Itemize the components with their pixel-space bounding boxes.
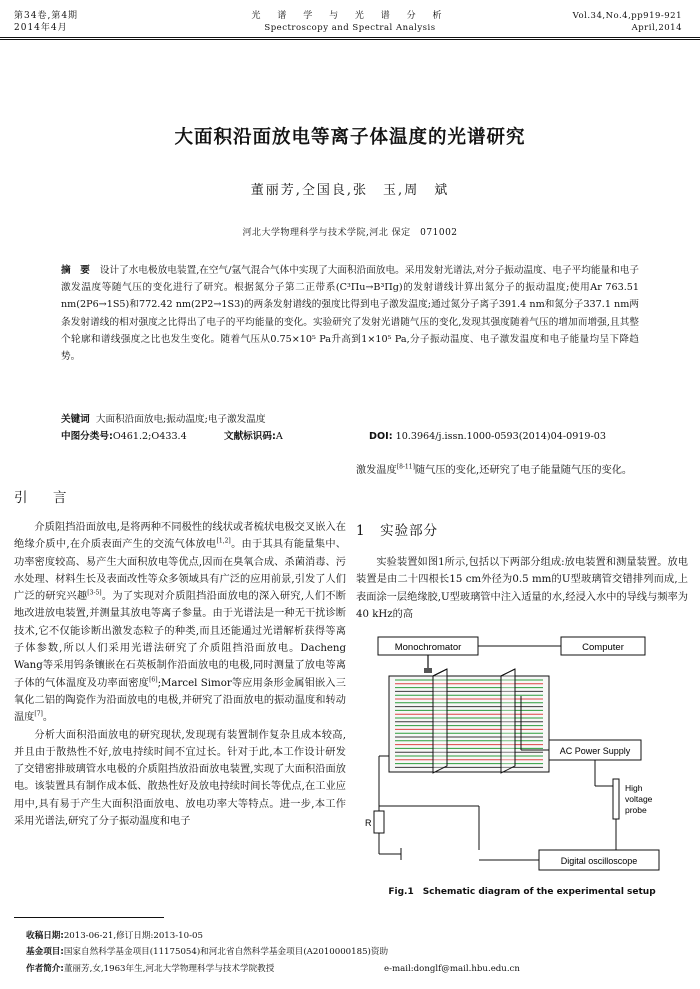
ac-power-label: AC Power Supply — [559, 746, 631, 756]
fiber-head — [424, 668, 432, 673]
footnote-author — [26, 962, 686, 976]
header-journal-cn: 光 谱 学 与 光 谱 分 析 — [251, 11, 449, 21]
ref-1-2: [1,2] — [216, 537, 231, 545]
section-1-paragraph-1: 实验装置如图1所示,包括以下两部分组成:放电装置和测量装置。放电装置是由二十四根长15 cm外径为0.5 mm的U型玻璃管交错排列而成,上表面涂一层绝缘胶,U型玻璃管中注入适量的水,经浸入水中的导线与频率为40 kHz的高 — [356, 557, 688, 620]
header-volume-pages-en: Vol.34,No.4,pp919-921 — [572, 11, 682, 21]
figure-1-caption: Fig.1 Schematic diagram of the experimental setup — [388, 887, 656, 897]
dielectric-plate — [389, 676, 549, 772]
received-label: 收稿日期: — [26, 931, 64, 941]
abstract-text: 设计了水电极放电装置,在空气/氩气混合气体中实现了大面积沿面放电。采用发射光谱法,对分子振动温度、电子平均能量和电子激发温度等随气压的变化进行了研究。根据氮分子第二正带系(C³Πu→B³Πg)的发射谱线计算出氮分子的振动温度;使用Ar 763.51 nm(2P6→1S5)和772.42 nm(2P2→1S3)的两条发射谱线的强度比得到电子激发温度;通过氮分子离子391.4 nm和氮分子337.1 nm两条发射谱线的相对强度之比得出了电子的平均能量的变化。实验研究了发射光谱随气压的变化,发现其强度随着气压的增加而增强,且其整个轮廓和谱线强度之比也发生变化。随着气压从0.75×10⁵ Pa升高到1×10⁵ Pa,分子振动温度、电子激发温度和电子能量均呈下降趋势。 — [61, 265, 640, 363]
header-volume-cn — [14, 10, 78, 34]
header-journal-en: Spectroscopy and Spectral Analysis — [264, 23, 436, 33]
doc-label: 文献标识码: — [224, 431, 276, 442]
footnote-rule — [14, 917, 164, 918]
oscilloscope-label: Digital oscilloscope — [560, 856, 638, 866]
header-journal — [200, 10, 500, 34]
cls-value: O461.2;O433.4 — [112, 431, 187, 442]
high-voltage-probe — [613, 779, 619, 819]
left-water-electrode — [433, 669, 447, 773]
doc-value: A — [275, 431, 283, 442]
fund-label: 基金项目: — [26, 947, 64, 957]
paper-title: 大面积沿面放电等离子体温度的光谱研究 — [174, 127, 526, 148]
header-rule — [0, 37, 700, 38]
header-date-en: April,2014 — [631, 23, 682, 33]
ref-8-11: [8-11] — [396, 463, 415, 471]
cont-part-a: 激发温度 — [356, 465, 397, 476]
doi — [369, 428, 606, 445]
ref-7: [7] — [34, 710, 43, 718]
cont-part-b: 随气压的变化,还研究了电子能量随气压的变化。 — [414, 465, 633, 476]
doc-code — [224, 428, 283, 445]
section-1-body — [356, 554, 688, 623]
probe-label-2: voltage — [625, 794, 653, 804]
intro-p1-part-d: ;Marcel Simor等应用条形金属钼嵌入三氧化二铝的陶瓷作为沿面放电的电极,并研究了沿面放电的振动温度和转动温度 — [14, 677, 346, 724]
right-water-electrode — [501, 669, 515, 773]
intro-body — [14, 519, 346, 830]
abstract — [61, 262, 639, 365]
author-value: 董丽芳,女,1963年生,河北大学物理科学与技术学院教授 — [63, 964, 275, 974]
ref-6: [6] — [149, 676, 158, 684]
intro-p1-part-b: 。由于其具有能量集中、功率密度较高、易产生大面积放电等优点,因而在臭氧合成、杀菌消毒、污水处理、材料生长及表面改性等众多领域具有广泛的应用前景,引发了人们广泛的研究兴趣 — [14, 539, 346, 603]
computer-label: Computer — [582, 642, 624, 653]
author-label: 作者简介: — [26, 964, 64, 974]
header-date-cn: 2014年4月 — [14, 23, 68, 33]
discharge-device — [389, 669, 549, 773]
fund-value: 国家自然科学基金项目(11175054)和河北省自然科学基金项目(A2010000185)资助 — [63, 947, 389, 957]
resistor — [374, 811, 384, 833]
doi-label: DOI: — [369, 431, 393, 442]
footnote-received — [26, 929, 686, 943]
footnote-fund — [26, 945, 686, 959]
monochromator-label: Monochromator — [394, 642, 462, 653]
author-email: e-mail:donglf@mail.hbu.edu.cn — [384, 964, 520, 974]
intro-heading: 引 言 — [14, 490, 73, 506]
doi-value: 10.3964/j.issn.1000-0593(2014)04-0919-03 — [395, 431, 606, 442]
paper-affiliation: 河北大学物理科学与技术学院,河北 保定 071002 — [242, 228, 458, 238]
section-1-heading: 1 实验部分 — [356, 523, 439, 539]
probe-label-3: probe — [625, 805, 647, 815]
intro-paragraph-2: 分析大面积沿面放电的研究现状,发现现有装置制作复杂且成本较高,并且由于散热性不好,放电持续时间不宜过长。针对于此,本工作设计研发了交错密排玻璃管水电极的介质阻挡放沿面放电装置,实现了大面积沿面放电。该装置具有制作成本低、散热性好及放电持续时间长等优点,在工业应用中,具有易于产生大面积沿面放电、放电功率大等特点。进一步,本工作采用光谱法,研究了分子振动温度和电子 — [14, 729, 346, 828]
abstract-label: 摘 要 — [61, 265, 90, 276]
classification-line — [61, 428, 661, 445]
paper-authors: 董丽芳,仝国良,张 玉,周 斌 — [250, 183, 450, 198]
probe-label-1: High — [625, 783, 643, 793]
right-col-continuation — [356, 462, 688, 479]
ref-3-5: [3-5] — [87, 589, 102, 597]
figure-1-schematic — [361, 636, 685, 872]
resistor-label: R — [365, 818, 372, 828]
intro-p1-part-c: 。为了实现对介质阻挡沿面放电的深入研究,人们不断地改进放电装置,并测量其放电等离子参量。由于光谱法是一种无干扰诊断技术,它不仅能诊断出激发态粒子的种类,而且还能通过光谱解析获得等离子体参数,所以人们采用光谱法研究了介质阻挡沿面放电。Dacheng Wang等采用钨条镶嵌在石英板制作沿面放电的电极,同时测量了放电等离子体的气体温度及功率面密度 — [14, 591, 346, 689]
received-value: 2013-06-21,修订日期:2013-10-05 — [63, 931, 203, 941]
keywords — [61, 411, 661, 428]
keywords-label: 关键词 — [61, 414, 90, 425]
header-volume-issue-cn: 第34卷,第4期 — [14, 11, 79, 21]
header-rule-thin — [0, 39, 700, 40]
intro-p1-part-a: 介质阻挡沿面放电,是将两种不同极性的线状或者梳状电极交叉嵌入在绝缘介质中,在介质表面产生的交流气体放电 — [14, 522, 346, 551]
header-volume-en — [573, 10, 682, 34]
cls-label: 中图分类号: — [61, 431, 113, 442]
keywords-text: 大面积沿面放电;振动温度;电子激发温度 — [95, 414, 266, 425]
intro-paragraph-1 — [14, 519, 346, 727]
intro-p1-part-e: 。 — [42, 712, 54, 724]
